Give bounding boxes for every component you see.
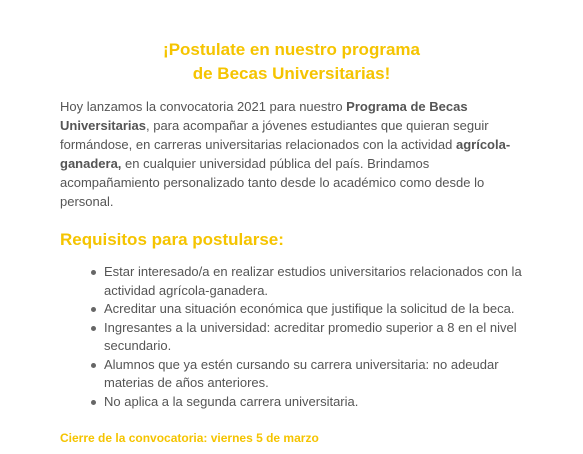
title-line-1: ¡Postulate en nuestro programa	[163, 40, 420, 59]
list-item-text: Alumnos que ya estén cursando su carrera universitaria: no adeudar materias de años anteriores.	[104, 356, 499, 390]
requirements-list	[60, 263, 530, 411]
bullet-icon	[91, 326, 96, 331]
list-item	[104, 300, 530, 319]
bullet-icon	[91, 363, 96, 368]
intro-text-3: en cualquier universidad pública del país. Brindamos acompañamiento personalizado tanto desde lo académico como desde lo personal.	[60, 156, 485, 209]
intro-text-2: , para acompañar a jóvenes estudiantes que quieran seguir formándose, en carreras universitarias relacionados con la actividad	[60, 118, 489, 152]
intro-bold-program: Programa de Becas Universitarias	[60, 99, 468, 133]
page-title	[0, 38, 583, 86]
intro-text-1: Hoy lanzamos la convocatoria 2021 para nuestro	[60, 99, 347, 114]
list-item	[104, 319, 530, 356]
intro-bold-activity: agrícola-ganadera,	[60, 137, 511, 171]
requirements-heading: Requisitos para postularse:	[60, 230, 284, 249]
title-line-2: de Becas Universitarias!	[192, 64, 391, 83]
list-item	[104, 356, 530, 393]
intro-paragraph	[60, 97, 530, 211]
list-item-text: Acreditar una situación económica que justifique la solicitud de la beca.	[104, 301, 515, 316]
bullet-icon	[91, 270, 96, 275]
list-item-text: Ingresantes a la universidad: acreditar promedio superior a 8 en el nivel secundario.	[104, 319, 517, 353]
list-item-text: No aplica a la segunda carrera universitaria.	[104, 393, 359, 409]
closing-date-text: Cierre de la convocatoria: viernes 5 de marzo	[60, 431, 319, 445]
bullet-icon	[91, 307, 96, 312]
list-item-text: Estar interesado/a en realizar estudios universitarios relacionados con la actividad agrícola-ganadera.	[104, 264, 522, 298]
bullet-icon	[91, 400, 96, 405]
list-item	[104, 263, 530, 300]
list-item	[104, 393, 530, 412]
